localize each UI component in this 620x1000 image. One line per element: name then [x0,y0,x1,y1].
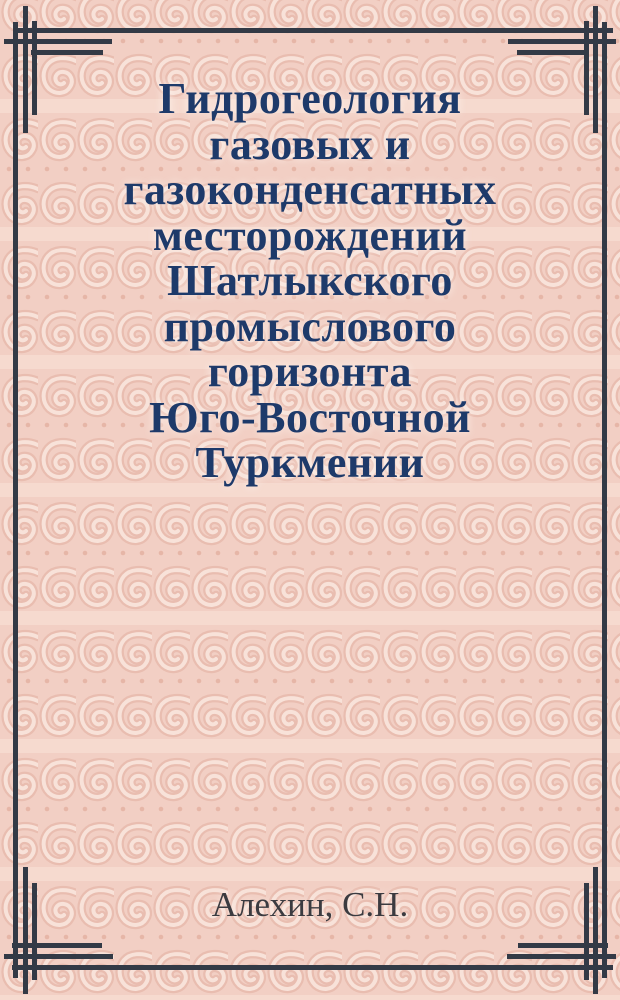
title-line: Туркмении [195,438,425,487]
title-line: промыслового [163,301,457,351]
title-line: месторождений [152,210,468,260]
frame-corner-tr-h-echo-1 [508,39,616,44]
book-title [24,76,596,486]
frame-top-line [13,28,613,33]
frame-corner-br-h-echo-1 [507,954,616,959]
book-author: Алехин, С.Н. [211,885,409,924]
title-line: газоконденсатных [123,165,497,214]
frame-corner-bl-h-echo-1 [4,954,113,959]
title-line: Юго-Восточной [149,392,471,442]
title-line: Шатлыкского [167,256,453,305]
frame-right-line [602,22,607,978]
frame-bottom-line [12,965,613,970]
frame-corner-tr-h-echo-2 [517,50,589,55]
frame-corner-tl-h-echo-1 [4,39,112,44]
frame-corner-tl-h-echo-2 [31,50,103,55]
title-line: Гидрогеология [158,74,462,123]
frame-left-line [13,22,18,978]
title-line: горизонта [207,347,413,396]
title-line: газовых и [209,119,411,169]
